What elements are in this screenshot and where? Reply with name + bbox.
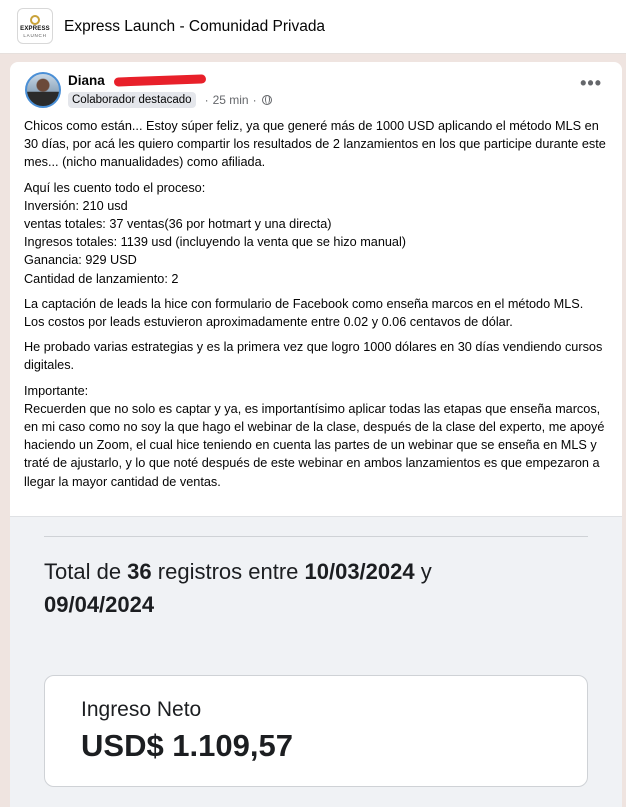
- summary-mid: registros entre: [151, 559, 305, 584]
- post-card: [10, 62, 622, 807]
- logo-mark-icon: [30, 15, 40, 25]
- date-start: 10/03/2024: [304, 559, 415, 584]
- net-income-card: [44, 675, 588, 787]
- group-title[interactable]: Express Launch - Comunidad Privada: [64, 18, 326, 35]
- group-logo[interactable]: [17, 8, 53, 44]
- logo-text-line1: EXPRESS: [20, 25, 50, 32]
- registrations-summary: [44, 555, 584, 621]
- post-text: [24, 117, 614, 498]
- post-paragraph: Chicos como están... Estoy súper feliz, ya que generé más de 1000 USD aplicando el método MLS en 30 días, por acá les quiero compartir los resultados de 2 lanzamientos en los que participe durante este mes... (nicho manualidades) como afiliada.: [24, 119, 606, 170]
- post-paragraph: La captación de leads la hice con formulario de Facebook como enseña marcos en el método MLS. Los costos por leads estuvieron aproximadamente entre 0.02 y 0.06 centavos de dólar.: [24, 296, 584, 330]
- post-dot-2: ·: [252, 93, 257, 107]
- post-image[interactable]: [10, 516, 622, 807]
- post-time[interactable]: 25 min: [212, 93, 249, 107]
- summary-prefix: Total de: [44, 559, 128, 584]
- post-paragraph: Aquí les cuento todo el proceso: Inversión: 210 usd ventas totales: 37 ventas(36 por hotmart y una directa) Ingresos totales: 1139 usd (incluyendo la venta que se hizo manual) Ganancia: 929 USD Cantidad de lanzamiento: 2: [24, 180, 407, 286]
- group-header: [0, 0, 626, 54]
- summary-count: 36: [127, 559, 152, 584]
- post-author-name[interactable]: Diana: [68, 73, 105, 88]
- globe-icon: [262, 95, 272, 105]
- summary-and: y: [414, 559, 432, 584]
- author-badge: Colaborador destacado: [68, 92, 196, 108]
- net-income-value: USD$ 1.109,57: [81, 728, 293, 763]
- post-paragraph: He probado varias estrategias y es la primera vez que logro 1000 dólares en 30 días vendiendo cursos digitales.: [24, 340, 603, 373]
- more-options-button[interactable]: •••: [580, 73, 602, 93]
- date-end: 09/04/2024: [44, 592, 155, 617]
- post-paragraph: Importante: Recuerden que no solo es captar y ya, es importantísimo aplicar todas las etapas que enseña marcos, en mi caso como no soy la que hago el webinar de la clase, después de la clase del experto, me apoyé haciendo un Zoom, el cual hice teniendo en cuenta las partes de un webinar que se enseña en MLS y traté de ajustarlo, y lo que noté después de este webinar en ambos lanzamientos es que empezaron a llegar la mayor cantidad de ventas.: [24, 383, 605, 489]
- divider: [44, 536, 588, 537]
- avatar[interactable]: [25, 72, 61, 108]
- post-meta: [68, 92, 272, 108]
- net-income-label: Ingreso Neto: [81, 698, 202, 721]
- post-dot: ·: [204, 93, 209, 107]
- redaction-mark: [114, 74, 206, 86]
- logo-text-line2: LAUNCH: [23, 32, 47, 38]
